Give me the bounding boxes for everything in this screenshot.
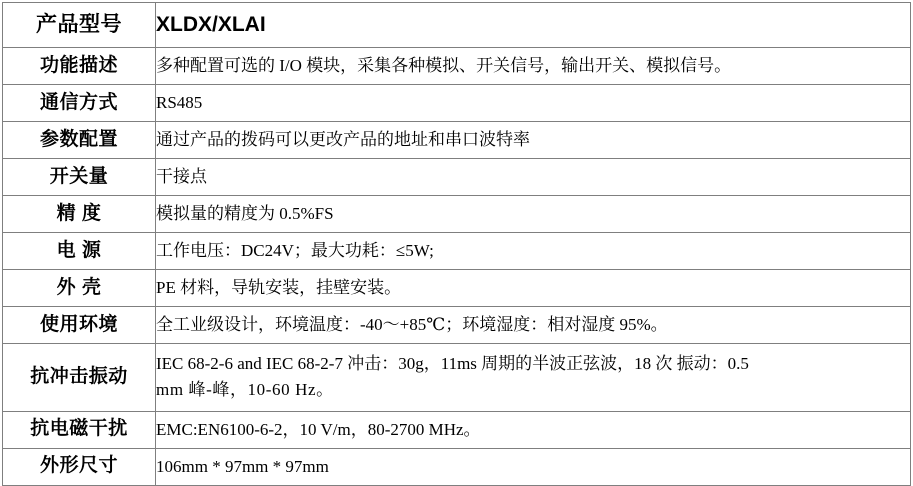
spec-value-dimensions: 106mm * 97mm * 97mm (156, 448, 911, 485)
spec-value-shock-vibration-line1: IEC 68-2-6 and IEC 68-2-7 冲击：30g，11ms 周期的半波正弦波，18 次 振动：0.5 (156, 354, 749, 373)
spec-label-parameter-config: 参数配置 (3, 122, 156, 159)
table-row (3, 122, 911, 159)
table-row (3, 344, 911, 412)
table-row (3, 270, 911, 307)
spec-label-switch-quantity: 开关量 (3, 159, 156, 196)
table-row (3, 448, 911, 485)
spec-label-dimensions: 外形尺寸 (3, 448, 156, 485)
table-row (3, 196, 911, 233)
product-spec-table (2, 2, 911, 486)
spec-label-communication: 通信方式 (3, 85, 156, 122)
spec-value-parameter-config: 通过产品的拨码可以更改产品的地址和串口波特率 (156, 122, 911, 159)
spec-label-model: 产品型号 (3, 3, 156, 48)
spec-label-environment: 使用环境 (3, 307, 156, 344)
spec-label-shock-vibration: 抗冲击振动 (3, 344, 156, 412)
spec-label-power: 电 源 (3, 233, 156, 270)
table-row (3, 85, 911, 122)
spec-value-function: 多种配置可选的 I/O 模块，采集各种模拟、开关信号，输出开关、模拟信号。 (156, 48, 911, 85)
spec-value-communication: RS485 (156, 85, 911, 122)
table-row (3, 233, 911, 270)
spec-label-function: 功能描述 (3, 48, 156, 85)
spec-value-shock-vibration-line2: mm 峰-峰，10-60 Hz。 (156, 380, 334, 400)
spec-value-housing: PE 材料，导轨安装，挂壁安装。 (156, 270, 911, 307)
spec-value-emc: EMC:EN6100-6-2，10 V/m，80-2700 MHz。 (156, 411, 911, 448)
table-row (3, 3, 911, 48)
spec-value-model: XLDX/XLAI (156, 3, 911, 48)
spec-label-accuracy: 精 度 (3, 196, 156, 233)
table-row (3, 48, 911, 85)
spec-value-power: 工作电压：DC24V；最大功耗：≤5W; (156, 233, 911, 270)
table-row (3, 159, 911, 196)
table-row (3, 411, 911, 448)
spec-label-emc: 抗电磁干扰 (3, 411, 156, 448)
spec-label-housing: 外 壳 (3, 270, 156, 307)
spec-value-environment: 全工业级设计，环境温度：-40～+85℃；环境湿度：相对湿度 95%。 (156, 307, 911, 344)
spec-value-switch-quantity: 干接点 (156, 159, 911, 196)
spec-value-shock-vibration (156, 344, 911, 412)
spec-value-accuracy: 模拟量的精度为 0.5%FS (156, 196, 911, 233)
table-row (3, 307, 911, 344)
